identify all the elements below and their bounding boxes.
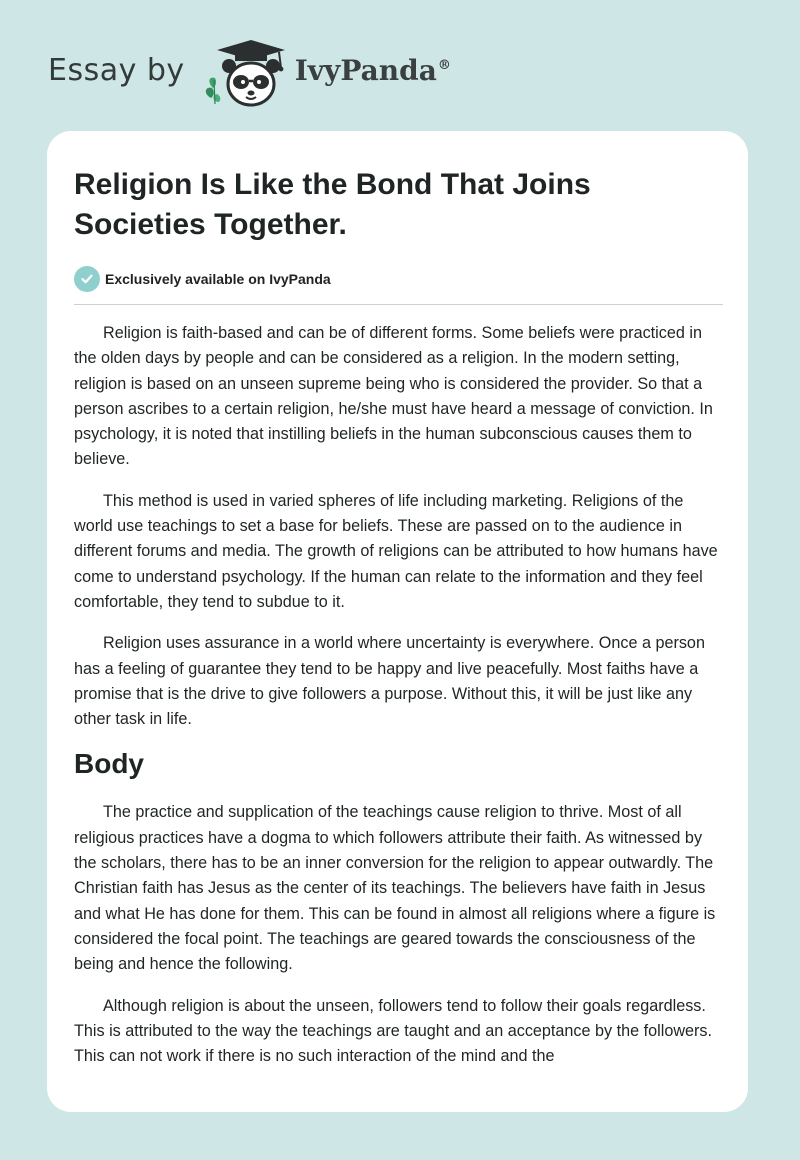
essay-by-label: Essay by: [48, 52, 185, 88]
brand-name[interactable]: IvyPanda®: [294, 53, 451, 87]
check-circle-icon: [74, 266, 100, 292]
title-divider: [74, 304, 723, 305]
registered-mark: ®: [437, 58, 451, 74]
essay-body: [74, 321, 722, 1069]
essay-card: [47, 131, 748, 1112]
paragraph: The practice and supplication of the teachings cause religion to thrive. Most of all religious practices have a dogma to which followers attribute their faith. As witnessed by the scholars, there has to be an inner conversion for the religion to appear outwardly. The Christian faith has Jesus as the center of its teachings. The believers have faith in Jesus and what He has done for them. This can be found in almost all religions where a figure is considered the focal point. The teachings are geared towards the consciousness of the being and hence the following.: [74, 803, 716, 974]
essay-title: Religion Is Like the Bond That Joins Societies Together.: [74, 168, 591, 241]
essay-content: [74, 165, 722, 1085]
paragraph: Although religion is about the unseen, followers tend to follow their goals regardless. This is attributed to the way the teachings are taught and an acceptance by the followers. This can not work if there is no such interaction of the mind and the: [74, 996, 712, 1066]
section-heading-body: Body: [74, 748, 144, 780]
paragraph: Religion is faith-based and can be of different forms. Some beliefs were practiced in the olden days by people and can be considered as a religion. In the modern setting, religion is based on an unseen supreme being who is considered the provider. So that a person ascribes to a certain religion, he/she must have heard a message of conviction. In psychology, it is noted that instilling beliefs in the human subconscious causes them to believe.: [74, 324, 713, 469]
ivypanda-logo-icon[interactable]: [199, 36, 291, 108]
paragraph: This method is used in varied spheres of life including marketing. Religions of the world use teachings to set a base for beliefs. These are passed on to the audience in different forums and media. The growth of religions can be attributed to how humans have come to understand psychology. If the human can relate to the information and they feel comfortable, they tend to subdue to it.: [74, 491, 718, 611]
exclusive-badge: [74, 266, 722, 292]
site-header: [48, 36, 451, 108]
paragraph: Religion uses assurance in a world where uncertainty is everywhere. Once a person has a feeling of guarantee they tend to be happy and live peacefully. Most faiths have a promise that is the drive to give followers a purpose. Without this, it will be just like any other task in life.: [74, 634, 705, 729]
exclusive-badge-label: Exclusively available on IvyPanda: [105, 271, 331, 287]
